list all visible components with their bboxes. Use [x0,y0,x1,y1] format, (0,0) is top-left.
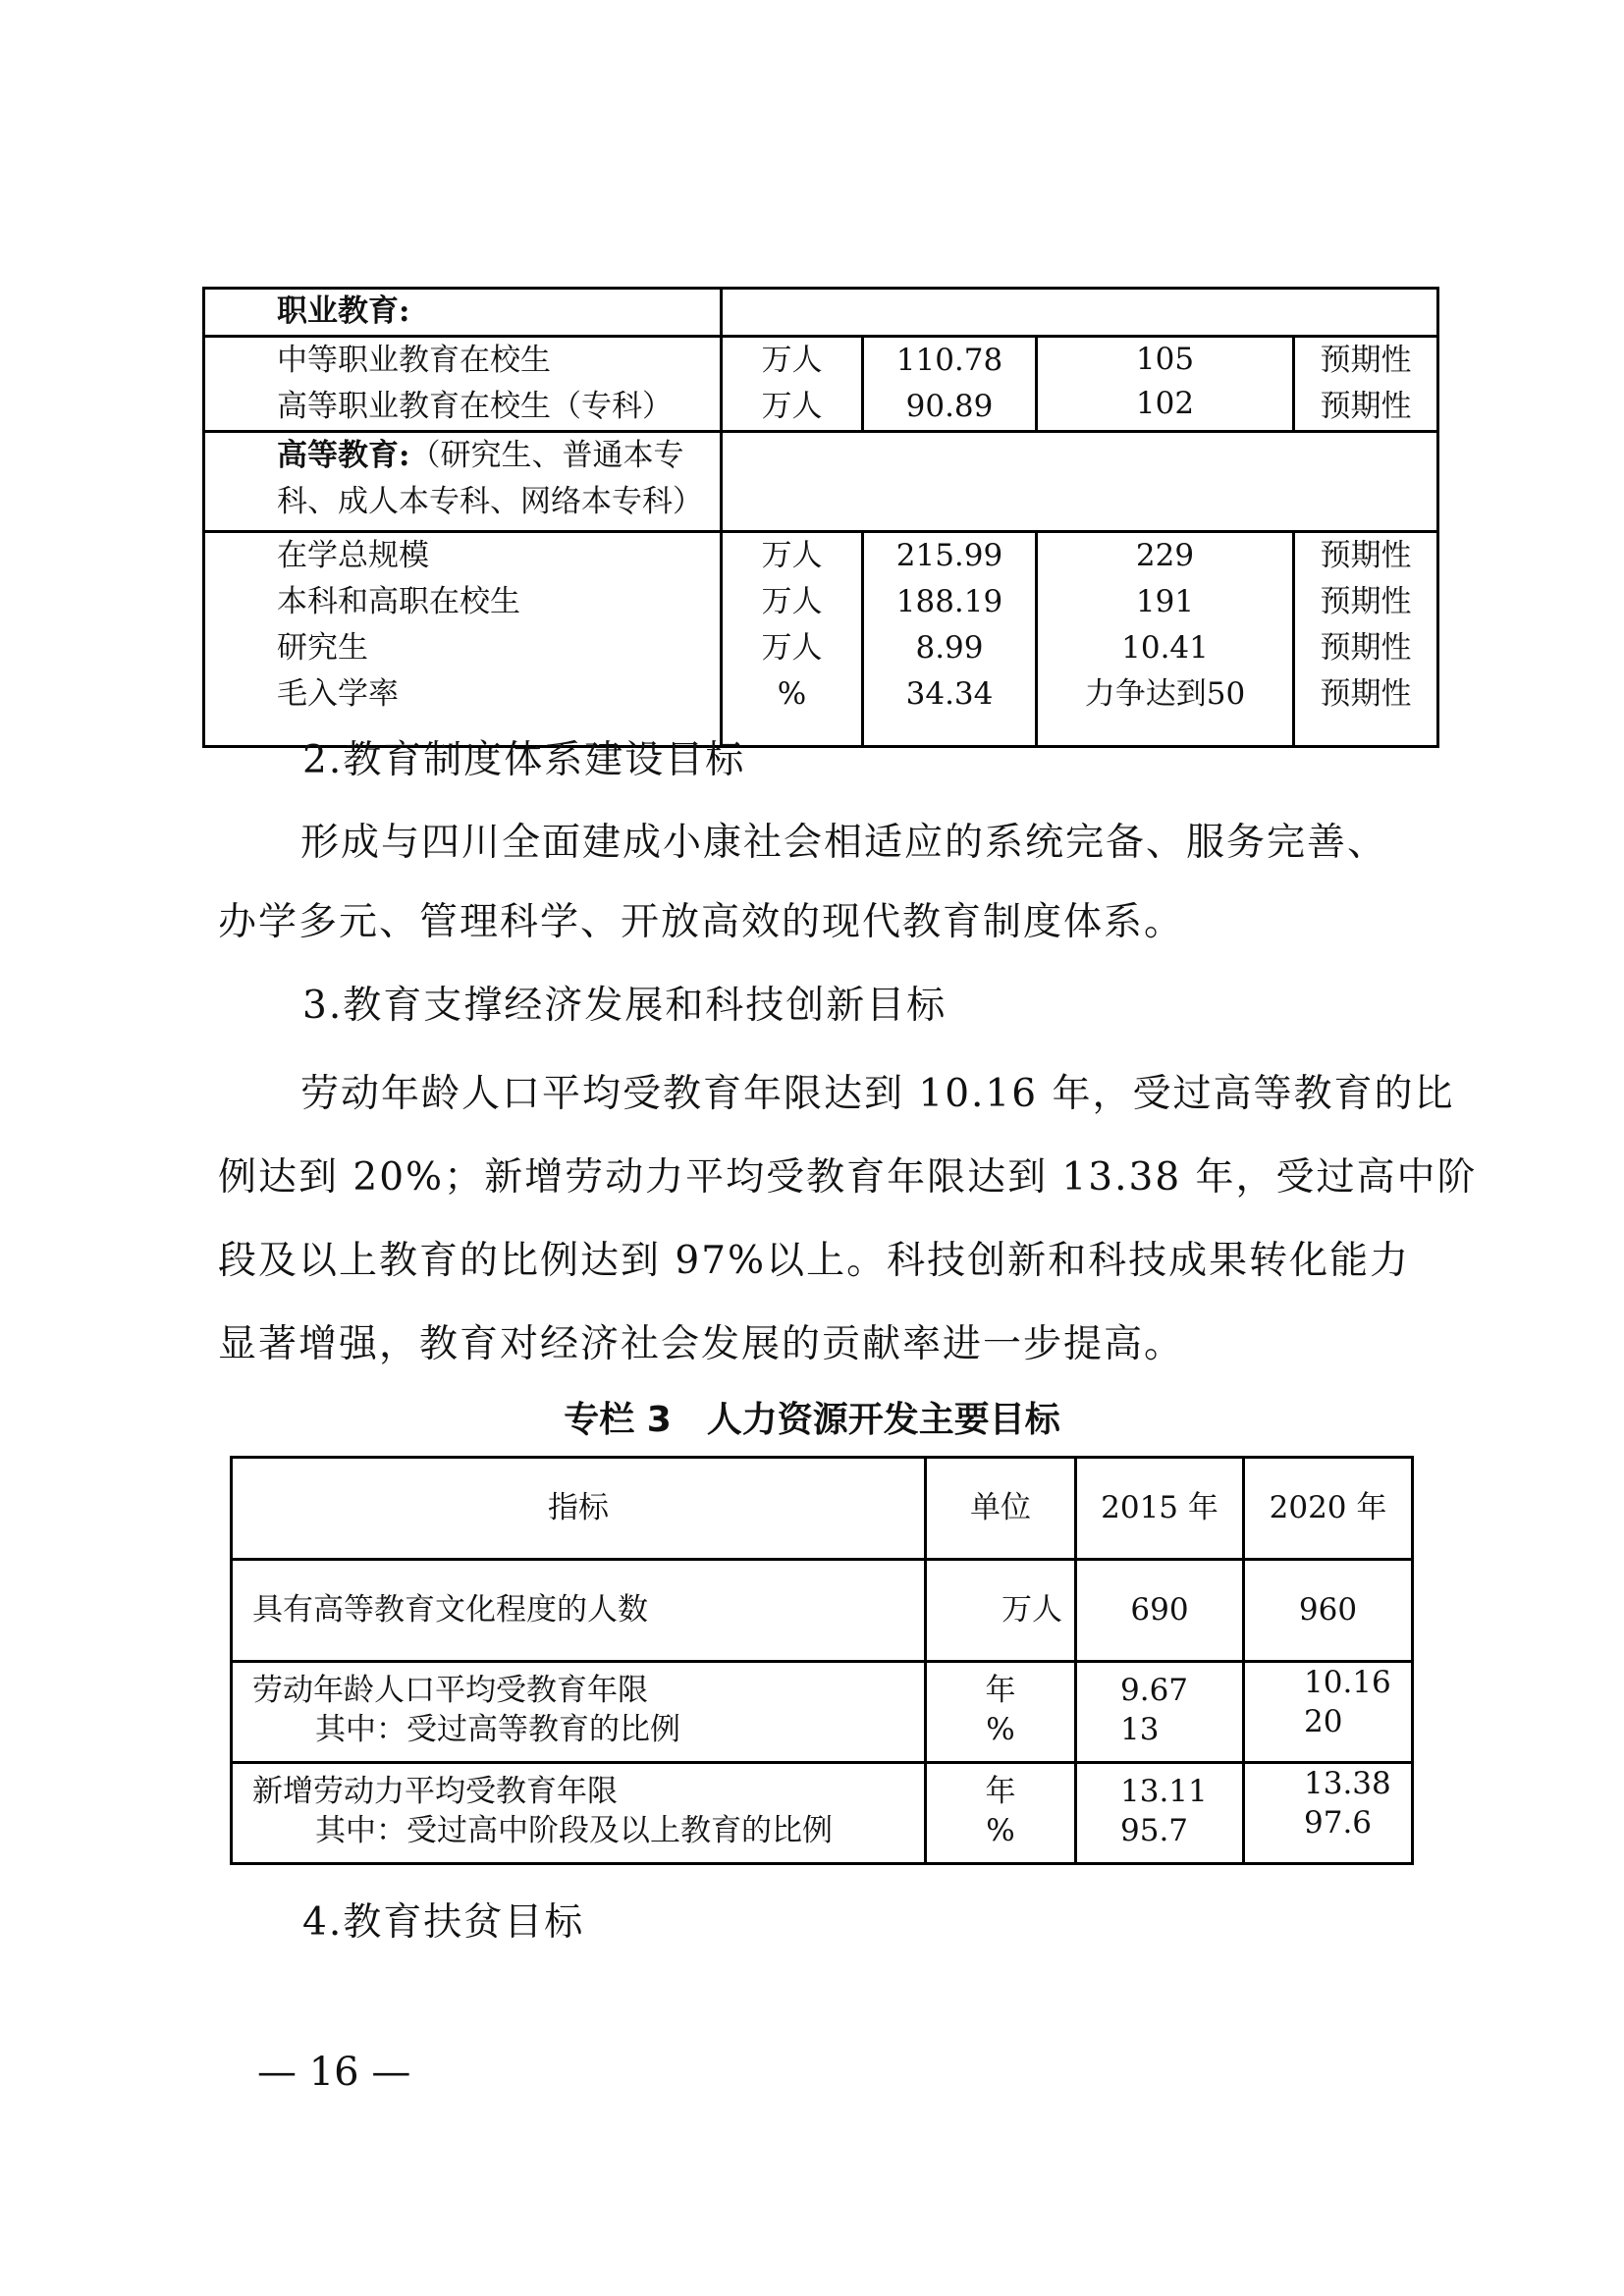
table-row-group [204,337,1438,432]
value-2015: 110.78 [895,343,1003,378]
section-4-heading: 4.教育扶贫目标 [302,1900,585,1945]
indicator: 具有高等教育文化程度的人数 [252,1592,648,1628]
column-header-2020: 2020 年 [1269,1490,1387,1525]
target-2020: 191 [1135,584,1195,619]
section-header-row [204,432,1438,532]
value-2015: 215.99 [895,538,1003,573]
value-2015: 9.67 [1120,1673,1189,1708]
indicator: 毛入学率 [277,676,399,712]
value-2015: 188.19 [895,584,1003,619]
indicator: 中等职业教育在校生 [277,343,551,378]
unit: 万人 [761,584,823,619]
value-2015: 34.34 [905,676,994,712]
indicator: 新增劳动力平均受教育年限 [252,1774,618,1809]
sub-value-2015: 95.7 [1120,1813,1189,1848]
indicator: 劳动年龄人口平均受教育年限 [252,1673,648,1708]
section-header-row [204,289,1438,337]
section-heading: 职业教育: [277,294,410,329]
sub-value-2015: 13 [1120,1712,1160,1747]
paragraph-line: 例达到 20%；新增劳动力平均受教育年限达到 13.38 年，受过高中阶 [218,1155,1478,1200]
page-number: — 16 — [257,2050,411,2095]
value-2015: 13.11 [1120,1774,1208,1809]
section-note: 科、成人本专科、网络本专科） [277,484,703,519]
table-row [232,1560,1413,1662]
target-2020: 105 [1135,342,1195,377]
table-row [232,1763,1413,1864]
section-note: （研究生、普通本专 [409,438,684,473]
section-heading: 高等教育: [277,438,410,473]
paragraph-line: 劳动年龄人口平均受教育年限达到 10.16 年，受过高等教育的比 [300,1072,1455,1116]
section-2-heading: 2.教育制度体系建设目标 [302,738,746,782]
section-3-heading: 3.教育支撑经济发展和科技创新目标 [302,984,947,1028]
value-2015: 90.89 [905,389,994,424]
target-2020: 力争达到50 [1084,676,1246,712]
column-header-unit: 单位 [970,1490,1031,1525]
human-resources-targets-table [230,1456,1414,1865]
value-2015: 8.99 [915,630,984,666]
unit: 万人 [761,538,823,573]
attribute: 预期性 [1320,630,1412,666]
column-header-indicator: 指标 [548,1490,609,1525]
attribute: 预期性 [1320,389,1412,424]
education-scale-table [202,287,1439,748]
value-2020: 960 [1298,1592,1358,1628]
value-2020: 13.38 [1304,1766,1391,1801]
paragraph-line: 办学多元、管理科学、开放高效的现代教育制度体系。 [218,900,1185,944]
sub-value-2020: 97.6 [1304,1805,1373,1841]
unit: 万人 [1001,1592,1062,1628]
indicator: 在学总规模 [277,538,429,573]
unit: 万人 [761,343,823,378]
target-2020: 229 [1135,538,1195,573]
value-2015: 690 [1130,1592,1189,1628]
unit: 年 [985,1673,1016,1708]
table-header-row [232,1458,1413,1560]
value-2020: 10.16 [1304,1665,1391,1700]
sub-indicator: 其中：受过高中阶段及以上教育的比例 [315,1813,833,1848]
unit: 万人 [761,630,823,666]
unit: % [777,676,807,712]
unit: 万人 [761,389,823,424]
target-2020: 10.41 [1121,630,1209,666]
paragraph-line: 显著增强，教育对经济社会发展的贡献率进一步提高。 [218,1322,1185,1366]
sub-unit: % [986,1712,1015,1747]
attribute: 预期性 [1320,343,1412,378]
attribute: 预期性 [1320,676,1412,712]
column-header-2015: 2015 年 [1101,1490,1218,1525]
paragraph-line: 形成与四川全面建成小康社会相适应的系统完备、服务完善、 [300,821,1388,865]
attribute: 预期性 [1320,584,1412,619]
table-row-group [204,532,1438,747]
indicator: 高等职业教育在校生（专科） [277,389,673,424]
table-caption: 专栏 3 人力资源开发主要目标 [564,1400,1060,1440]
indicator: 本科和高职在校生 [277,584,520,619]
indicator: 研究生 [277,630,368,666]
attribute: 预期性 [1320,538,1412,573]
table-row [232,1662,1413,1763]
paragraph-line: 段及以上教育的比例达到 97%以上。科技创新和科技成果转化能力 [218,1239,1411,1283]
target-2020: 102 [1135,386,1195,421]
unit: 年 [985,1774,1016,1809]
sub-indicator: 其中：受过高等教育的比例 [315,1712,680,1747]
sub-value-2020: 20 [1304,1704,1343,1739]
sub-unit: % [986,1813,1015,1848]
